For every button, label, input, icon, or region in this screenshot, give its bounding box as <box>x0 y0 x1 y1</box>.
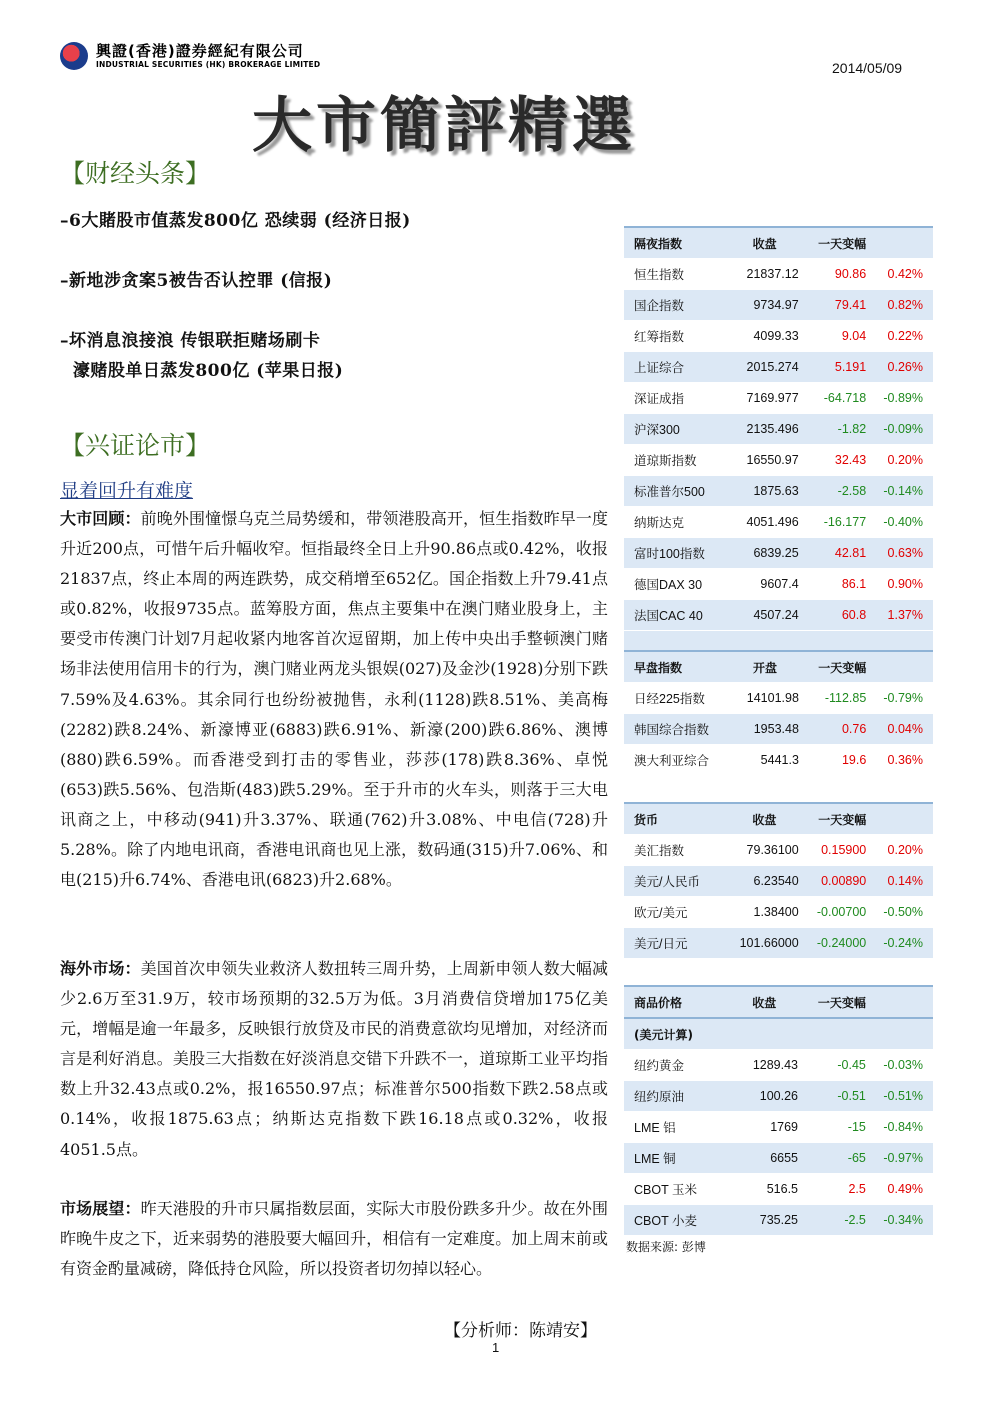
table-row <box>624 1174 933 1205</box>
table-cell: 0.49% <box>866 1174 933 1205</box>
headline-item: –6大賭股市值蒸发800亿 恐续弱 (经济日报) <box>60 211 411 231</box>
table-cell: 79.36100 <box>730 835 799 866</box>
table-row <box>624 1143 933 1174</box>
table-cell: -0.09% <box>866 414 933 445</box>
analyst-credit: 【分析师：陈靖安】 <box>444 1321 597 1341</box>
table-cell: CBOT 小麦 <box>624 1205 730 1236</box>
table-cell: -0.84% <box>866 1112 933 1143</box>
table-cell: 21837.12 <box>731 259 799 290</box>
table-cell: 0.15900 <box>799 835 867 866</box>
table-cell: 美元/日元 <box>624 928 730 959</box>
table-row <box>624 507 933 538</box>
paragraph-text: 前晚外围憧憬乌克兰局势缓和，带领港股高开，恒生指数昨早一度升近200点，可惜午后升幅收窄。恒指最终全日上升90.86点或0.42%，收报21837点，终止本周的两连跌势，成交稍增至652亿。国企指数上升79.41点或0.82%，收报9735点。蓝筹股方面，焦点主要集中在澳门赌业股身上，主要受市传澳门计划7月起收紧内地客首次逗留期，加上传中央出手整顿澳门赌场非法使用信用卡的行为，澳门赌业两龙头银娱(027)及金沙(1928)分别下跌7.59%及4.63%。其余同行也纷纷被抛售，永利(1128)跌8.51%、美高梅(2282)跌8.24%、新濠博亚(6883)跌6.91%、新濠(200)跌6.86%、澳博(880)跌6.59%。而香港受到打击的零售业，莎莎(178)跌8.36%、卓悦(653)跌5.56%、包浩斯(483)跌5.29%。至于升市的火车头，则落于三大电讯商之上，中移动(941)升3.37%、联通(762)升3.08%、中电信(728)升5.28%。除了内地电讯商，香港电讯商也见上涨，数码通(315)升7.06%、和电(215)升6.74%、香港电讯(6823)升2.68%。 <box>60 509 608 890</box>
company-logo <box>60 40 360 74</box>
table-cell: 1769 <box>730 1112 798 1143</box>
table-cell: 开盘 <box>731 651 799 683</box>
table-row <box>624 1112 933 1143</box>
table-cell: -0.51 <box>798 1081 866 1112</box>
headline-item: –新地涉贪案5被告否认控罪 (信报) <box>60 271 333 291</box>
paragraph-label: 大市回顾： <box>60 509 141 528</box>
table-cell: 4099.33 <box>731 321 799 352</box>
table-cell: -1.82 <box>799 414 867 445</box>
table-cell: 恒生指数 <box>624 259 731 290</box>
table-cell: LME 铝 <box>624 1112 730 1143</box>
table-cell: 商品价格 <box>624 986 730 1018</box>
table-cell: 上证综合 <box>624 352 731 383</box>
table-cell: 韩国综合指数 <box>624 714 731 745</box>
paragraph-label: 市场展望： <box>60 1199 141 1218</box>
table-cell: 0.90% <box>866 569 933 600</box>
table-cell: -0.34% <box>866 1205 933 1236</box>
commodity-table <box>624 985 933 1236</box>
table-cell: -16.177 <box>799 507 867 538</box>
table-cell: 标准普尔500 <box>624 476 731 507</box>
table-cell: 沪深300 <box>624 414 731 445</box>
table-cell: 0.76 <box>799 714 866 745</box>
table-cell: 0.20% <box>866 835 933 866</box>
table-cell: 红筹指数 <box>624 321 731 352</box>
paragraph-text: 美国首次申领失业救济人数扭转三周升势，上周新申领人数大幅减少2.6万至31.9万，较市场预期的32.5万为低。3月消费信贷增加175亿美元，增幅是逾一年最多，反映银行放贷及市民的消费意欲均见增加，对经济而言是利好消息。美股三大指数在好淡消息交错下升跌不一，道琼斯工业平均指数上升32.43点或0.2%，报16550.97点；标准普尔500指数下跌2.58点或0.14%，收报1875.63点；纳斯达克指数下跌16.18点或0.32%，收报4051.5点。 <box>60 959 608 1159</box>
table-row <box>624 1050 933 1081</box>
table-cell: 0.14% <box>866 866 933 897</box>
table-cell: 60.8 <box>799 600 867 631</box>
table-cell: -0.50% <box>866 897 933 928</box>
overnight-index-table <box>624 226 933 662</box>
table-cell: 美元/人民币 <box>624 866 730 897</box>
table-cell: 澳大利亚综合 <box>624 745 731 776</box>
table-cell: -65 <box>798 1143 866 1174</box>
table-row <box>624 476 933 507</box>
market-review-paragraph <box>60 504 608 895</box>
table-row <box>624 835 933 866</box>
table-cell: 101.66000 <box>730 928 799 959</box>
table-subheader: (美元计算) <box>624 1018 933 1050</box>
table-cell: 7169.977 <box>731 383 799 414</box>
table-cell: -64.718 <box>799 383 867 414</box>
table-cell: 德国DAX 30 <box>624 569 731 600</box>
morning-index-table <box>624 650 933 776</box>
table-header-row <box>624 227 933 259</box>
table-cell: -0.03% <box>866 1050 933 1081</box>
company-name-en: INDUSTRIAL SECURITIES (HK) BROKERAGE LIMITED <box>96 60 321 69</box>
table-cell: 16550.97 <box>731 445 799 476</box>
table-row <box>624 569 933 600</box>
table-cell: 86.1 <box>799 569 867 600</box>
table-cell: -0.51% <box>866 1081 933 1112</box>
table-row <box>624 383 933 414</box>
table-cell: 100.26 <box>730 1081 798 1112</box>
table-cell: 4507.24 <box>731 600 799 631</box>
table-cell: 1289.43 <box>730 1050 798 1081</box>
table-cell: 4051.496 <box>731 507 799 538</box>
table-cell: 国企指数 <box>624 290 731 321</box>
table-row <box>624 745 933 776</box>
table-header-row <box>624 651 933 683</box>
table-cell: 早盘指数 <box>624 651 731 683</box>
table-cell: 1.37% <box>866 600 933 631</box>
paragraph-text: 昨天港股的升市只属指数层面，实际大市股份跌多升少。故在外围昨晚牛皮之下，近来弱势的港股要大幅回升，相信有一定难度。加上周末前或有资金酌量减磅，降低持仓风险，所以投资者切勿掉以轻心。 <box>60 1199 608 1279</box>
table-header-row <box>624 803 933 835</box>
headline-item: –坏消息浪接浪 传银联拒赌场刷卡 <box>60 331 321 351</box>
logo-emblem-icon <box>60 42 88 70</box>
table-cell: 0.20% <box>866 445 933 476</box>
table-cell: 一天变幅 <box>799 803 867 835</box>
table-cell: 日经225指数 <box>624 683 731 714</box>
table-cell: 一天变幅 <box>799 227 867 259</box>
table-cell: 1.38400 <box>730 897 799 928</box>
table-row <box>624 321 933 352</box>
table-cell: 516.5 <box>730 1174 798 1205</box>
table-row <box>624 714 933 745</box>
table-cell: 1953.48 <box>731 714 799 745</box>
table-cell: 美汇指数 <box>624 835 730 866</box>
table-cell: 一天变幅 <box>799 651 866 683</box>
table-cell: 0.82% <box>866 290 933 321</box>
table-cell: 42.81 <box>799 538 867 569</box>
table-row <box>624 290 933 321</box>
table-header-row <box>624 986 933 1018</box>
table-cell: -0.97% <box>866 1143 933 1174</box>
table-cell: -0.89% <box>866 383 933 414</box>
table-cell: 0.04% <box>866 714 933 745</box>
table-row <box>624 866 933 897</box>
table-row <box>624 683 933 714</box>
market-outlook-paragraph <box>60 1194 608 1284</box>
table-cell: -0.45 <box>798 1050 866 1081</box>
table-cell: 6655 <box>730 1143 798 1174</box>
table-row <box>624 352 933 383</box>
table-cell: 货币 <box>624 803 730 835</box>
table-cell: -0.24% <box>866 928 933 959</box>
table-cell: 富时100指数 <box>624 538 731 569</box>
table-cell: 一天变幅 <box>798 986 866 1018</box>
table-cell: 0.42% <box>866 259 933 290</box>
table-cell: 19.6 <box>799 745 866 776</box>
table-cell: 2015.274 <box>731 352 799 383</box>
finance-headlines-heading: 【财经头条】 <box>60 159 211 188</box>
table-cell: 90.86 <box>799 259 867 290</box>
table-cell: 收盘 <box>730 803 799 835</box>
table-cell: 9.04 <box>799 321 867 352</box>
table-row <box>624 600 933 631</box>
table-cell: 5.191 <box>799 352 867 383</box>
page-number: 1 <box>492 1340 500 1355</box>
table-cell: 735.25 <box>730 1205 798 1236</box>
currency-table <box>624 802 933 959</box>
table-cell: -0.00700 <box>799 897 867 928</box>
table-cell: 6839.25 <box>731 538 799 569</box>
table-row <box>624 897 933 928</box>
table-cell <box>866 651 933 683</box>
table-cell: 深证成指 <box>624 383 731 414</box>
table-cell: 14101.98 <box>731 683 799 714</box>
table-cell: 0.36% <box>866 745 933 776</box>
table-cell: CBOT 玉米 <box>624 1174 730 1205</box>
table-cell: 纳斯达克 <box>624 507 731 538</box>
table-cell: 欧元/美元 <box>624 897 730 928</box>
table-cell <box>866 227 933 259</box>
table-row <box>624 259 933 290</box>
table-row <box>624 538 933 569</box>
table-cell: 79.41 <box>799 290 867 321</box>
table-cell: 纽约黄金 <box>624 1050 730 1081</box>
table-row <box>624 414 933 445</box>
table-cell: -2.5 <box>798 1205 866 1236</box>
page-title: 大市簡評精選 <box>252 91 636 161</box>
table-row <box>624 928 933 959</box>
table-cell: LME 铜 <box>624 1143 730 1174</box>
commentary-heading: 【兴证论市】 <box>60 431 211 460</box>
table-cell: 收盘 <box>730 986 798 1018</box>
table-cell: 2135.496 <box>731 414 799 445</box>
table-cell: 2.5 <box>798 1174 866 1205</box>
table-cell: -2.58 <box>799 476 867 507</box>
table-row <box>624 1205 933 1236</box>
table-cell: -0.24000 <box>799 928 867 959</box>
report-date: 2014/05/09 <box>832 60 903 76</box>
data-source: 数据来源: 彭博 <box>626 1240 706 1254</box>
table-cell: -0.40% <box>866 507 933 538</box>
table-cell: 0.22% <box>866 321 933 352</box>
table-cell: 0.00890 <box>799 866 867 897</box>
table-cell: -112.85 <box>799 683 866 714</box>
table-cell: 5441.3 <box>731 745 799 776</box>
table-cell <box>866 803 933 835</box>
article-title[interactable]: 显着回升有难度 <box>60 480 194 502</box>
table-cell: -0.79% <box>866 683 933 714</box>
table-row <box>624 445 933 476</box>
table-cell: 收盘 <box>731 227 799 259</box>
table-cell: 道琼斯指数 <box>624 445 731 476</box>
table-cell: 法国CAC 40 <box>624 600 731 631</box>
table-cell: 9734.97 <box>731 290 799 321</box>
table-cell: 1875.63 <box>731 476 799 507</box>
table-cell: 6.23540 <box>730 866 799 897</box>
table-cell: 0.63% <box>866 538 933 569</box>
table-row <box>624 1081 933 1112</box>
table-cell: 0.26% <box>866 352 933 383</box>
paragraph-label: 海外市场： <box>60 959 141 978</box>
table-cell: 9607.4 <box>731 569 799 600</box>
table-cell: 隔夜指数 <box>624 227 731 259</box>
table-subheader-row <box>624 1018 933 1050</box>
table-cell <box>866 986 933 1018</box>
table-cell: -0.14% <box>866 476 933 507</box>
table-cell: 纽约原油 <box>624 1081 730 1112</box>
headline-item: 濠赌股单日蒸发800亿 (苹果日报) <box>60 361 344 381</box>
table-cell: 32.43 <box>799 445 867 476</box>
company-name-cn: 興證(香港)證券經紀有限公司 <box>96 42 304 60</box>
overseas-market-paragraph <box>60 954 608 1165</box>
table-cell: -15 <box>798 1112 866 1143</box>
